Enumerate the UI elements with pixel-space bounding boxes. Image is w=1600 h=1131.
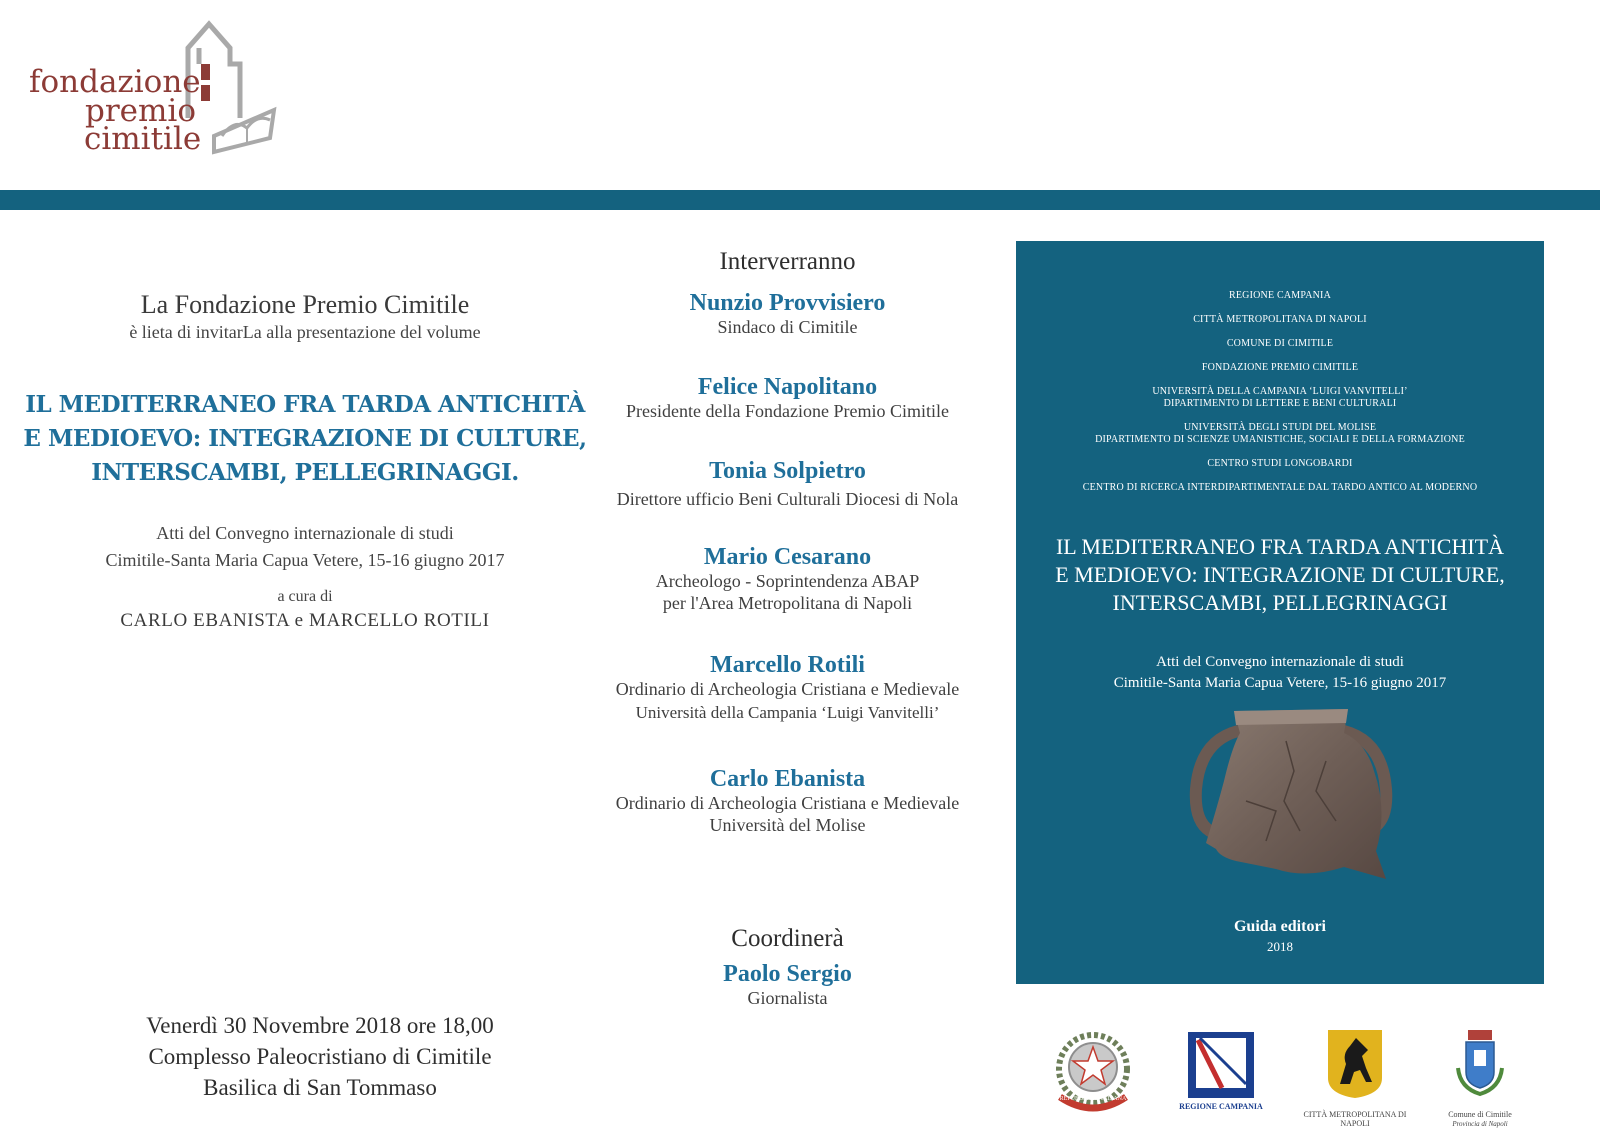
cover-institution: UNIVERSITÀ DELLA CAMPANIA ‘LUIGI VANVITELLI’ DIPARTIMENTO DI LETTERE E BENI CULTURALI (1152, 386, 1408, 409)
event-venue: Complesso Paleocristiano di Cimitile (148, 1044, 492, 1069)
emblem-label: REPUBBLICA ITALIANA (1059, 1096, 1127, 1102)
citta-metropolitana-logo (1303, 1028, 1407, 1128)
logo-text-line1: fondazione (29, 64, 201, 100)
volume-title-line: E MEDIOEVO: INTEGRAZIONE DI CULTURE, (23, 425, 587, 452)
speaker-role: Ordinario di Archeologia Cristiana e Medievale (615, 793, 960, 813)
speaker-item (590, 652, 985, 726)
speaker-role: per l'Area Metropolitana di Napoli (662, 593, 913, 613)
cover-publisher: Guida editori (1233, 918, 1326, 935)
citta-metropolitana-label: CITTÀ METROPOLITANA DI NAPOLI (1303, 1110, 1407, 1128)
speaker-role: Presidente della Fondazione Premio Cimitile (626, 401, 949, 421)
speaker-role: Ordinario di Archeologia Cristiana e Medievale (615, 679, 960, 699)
speaker-name: Tonia Solpietro (709, 458, 866, 484)
speaker-item (590, 766, 985, 836)
proceedings-info (20, 520, 590, 574)
moderator-name: Paolo Sergio (723, 961, 852, 987)
edited-by-label: a cura di (277, 588, 333, 605)
event-date: Venerdì 30 Novembre 2018 ore 18,00 (146, 1013, 494, 1038)
volume-title-line: IL MEDITERRANEO FRA TARDA ANTICHITÀ (25, 391, 585, 418)
volume-title-line: INTERSCAMBI, PELLEGRINAGGI. (91, 459, 519, 486)
speaker-role: Direttore ufficio Beni Culturali Diocesi di Nola (616, 489, 959, 509)
speakers-heading: Interverranno (719, 248, 856, 275)
cover-institution: REGIONE CAMPANIA (1228, 290, 1331, 301)
intro-title: La Fondazione Premio Cimitile (140, 290, 470, 319)
cover-title (1016, 533, 1544, 617)
speaker-name: Marcello Rotili (710, 652, 865, 678)
cover-institutions (1016, 290, 1544, 506)
volume-title (20, 388, 590, 490)
event-details (70, 1010, 570, 1103)
moderator-role: Giornalista (747, 988, 828, 1008)
speaker-item (590, 374, 985, 422)
comune-cimitile-sublabel: Provincia di Napoli (1452, 1120, 1508, 1128)
comune-cimitile-label: Comune di Cimitile (1448, 1110, 1512, 1119)
editors: CARLO EBANISTA e MARCELLO ROTILI (120, 610, 490, 631)
foundation-logo (24, 18, 294, 168)
logo-text-line3: cimitile (84, 121, 202, 157)
speaker-name: Mario Cesarano (703, 544, 872, 570)
top-band (0, 190, 1600, 210)
regione-campania-logo-icon (1186, 1030, 1256, 1100)
speaker-role: Università della Campania ‘Luigi Vanvitelli’ (635, 703, 940, 722)
invitation-column (20, 290, 590, 632)
cover-institution: UNIVERSITÀ DEGLI STUDI DEL MOLISE DIPARTIMENTO DI SCIENZE UMANISTICHE, SOCIALI E DELLA FORMAZIONE (1095, 422, 1465, 445)
cover-institution: CENTRO STUDI LONGOBARDI (1207, 458, 1353, 469)
moderator-heading: Coordinerà (731, 925, 844, 952)
intro-subtitle: è lieta di invitarLa alla presentazione del volume (129, 322, 481, 342)
event-location: Basilica di San Tommaso (203, 1075, 437, 1100)
cover-institution: COMUNE DI CIMITILE (1226, 338, 1334, 349)
speaker-name: Nunzio Provvisiero (689, 290, 886, 316)
moderator-block (590, 925, 985, 1009)
speaker-role: Archeologo - Soprintendenza ABAP (655, 571, 920, 591)
amphora-image (1176, 701, 1406, 891)
comune-cimitile-crest (1448, 1028, 1512, 1128)
proceedings-line: Atti del Convegno internazionale di studi (156, 523, 454, 543)
speaker-role: Sindaco di Cimitile (717, 317, 858, 337)
speaker-item (590, 544, 985, 614)
italian-republic-emblem (1048, 1025, 1138, 1122)
proceedings-line: Cimitile-Santa Maria Capua Vetere, 15-16 giugno 2017 (105, 550, 505, 570)
cover-title-line: INTERSCAMBI, PELLEGRINAGGI (1112, 590, 1448, 615)
speaker-name: Felice Napolitano (697, 374, 878, 400)
speaker-item (590, 290, 985, 338)
speaker-role: Università del Molise (709, 815, 866, 835)
citta-metropolitana-logo-icon (1310, 1028, 1400, 1100)
cover-proceedings-line: Atti del Convegno internazionale di studi (1156, 654, 1404, 670)
cover-proceedings-line: Cimitile-Santa Maria Capua Vetere, 15-16 giugno 2017 (1113, 675, 1447, 691)
cover-institution: FONDAZIONE PREMIO CIMITILE (1201, 362, 1359, 373)
cover-institution: CENTRO DI RICERCA INTERDIPARTIMENTALE DAL TARDO ANTICO AL MODERNO (1082, 482, 1478, 493)
cover-title-line: E MEDIOEVO: INTEGRAZIONE DI CULTURE, (1055, 562, 1505, 587)
cover-year: 2018 (1267, 939, 1293, 954)
comune-cimitile-crest-icon (1450, 1028, 1510, 1098)
regione-campania-label: REGIONE CAMPANIA (1179, 1102, 1263, 1111)
speakers-column (590, 248, 985, 836)
cover-institution: CITTÀ METROPOLITANA DI NAPOLI (1193, 314, 1367, 325)
speaker-name: Carlo Ebanista (709, 766, 866, 792)
cover-proceedings (1016, 652, 1544, 694)
regione-campania-logo (1179, 1030, 1263, 1111)
cover-title-line: IL MEDITERRANEO FRA TARDA ANTICHITÀ (1055, 534, 1504, 559)
speaker-item (590, 458, 985, 510)
book-cover (1016, 241, 1544, 984)
logo-text-line2: premio (85, 93, 196, 129)
